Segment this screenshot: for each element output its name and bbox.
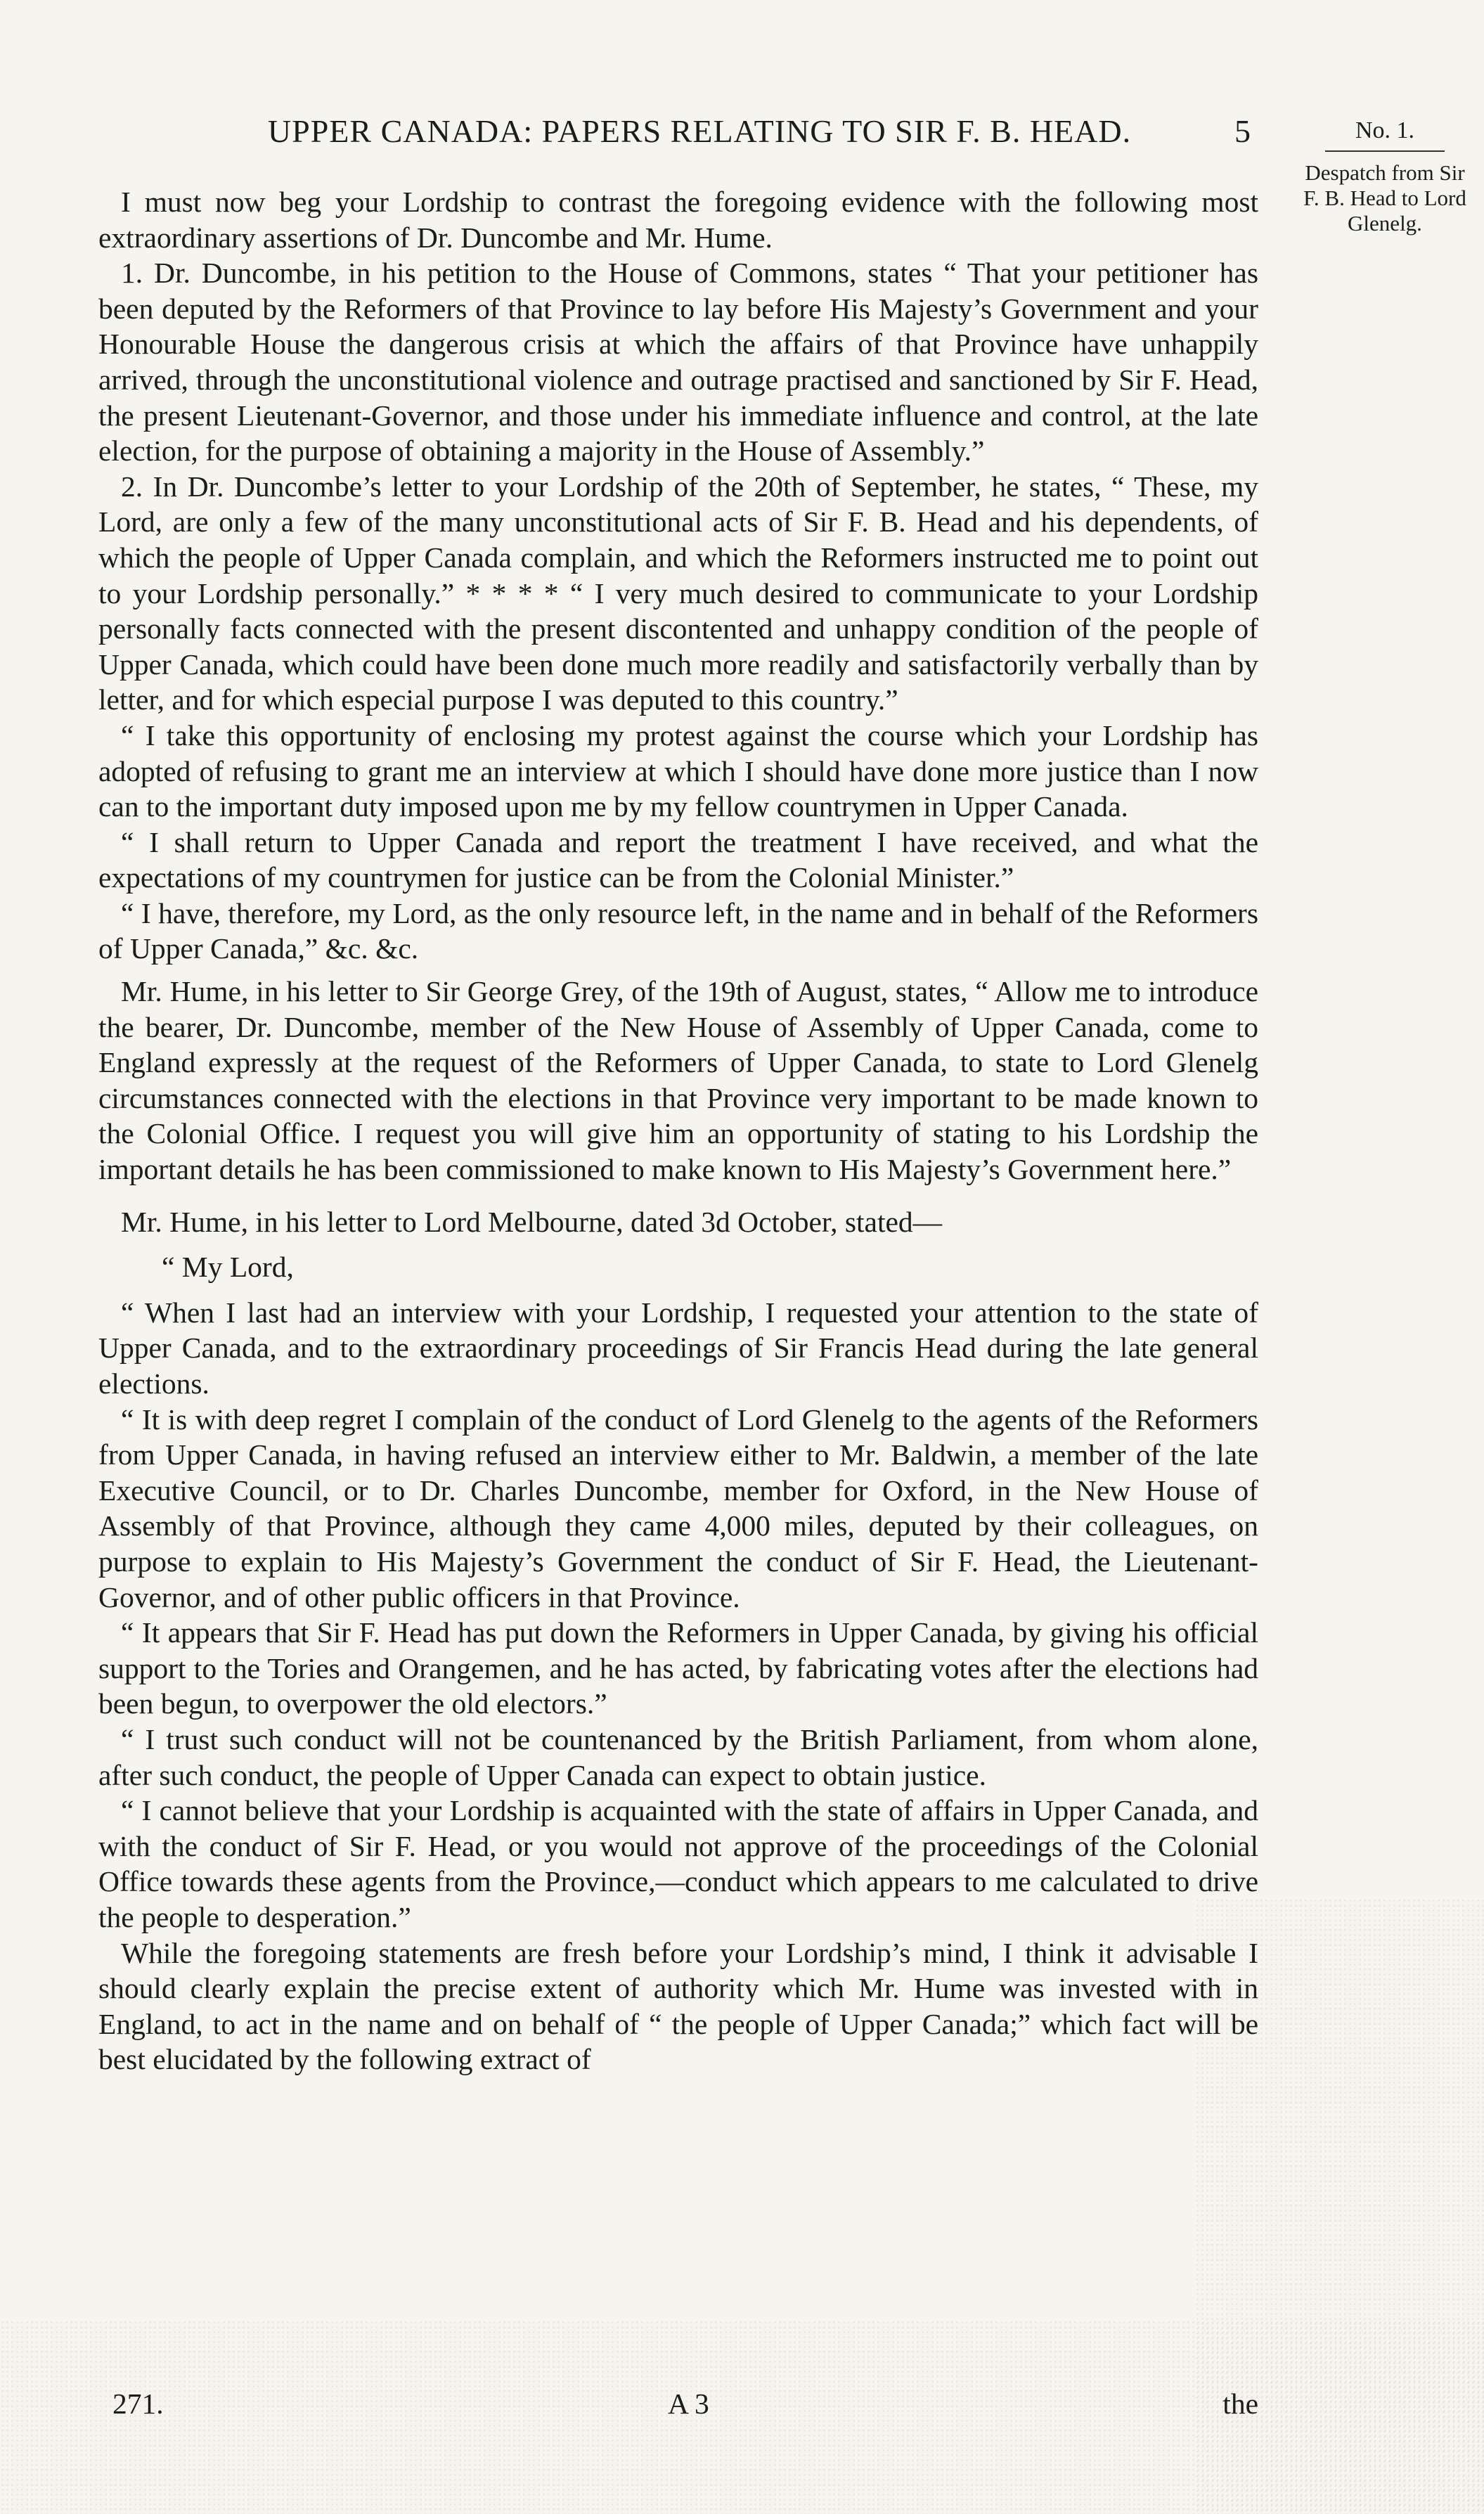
paragraph: Mr. Hume, in his letter to Sir George Grey, of the 19th of August, states, “ Allow me to introduce the bearer, Dr. Duncombe, member of the New House of Assembly of Upper Canada, come to England expressly at the request of the Reformers of Upper Canada, to state to Lord Glenelg circumstances connected with the elections in that Province very important to be made known to the Colonial Office. I request you will give him an opportunity of stating to his Lordship the important details he has been commissioned to make known to His Majesty’s Government here.” (98, 975, 1258, 1186)
paragraph: “ I take this opportunity of enclosing my protest against the course which your Lordship has adopted of refusing to grant me an interview at which I should have done more justice than I now can to the important duty imposed upon me by my fellow countrymen in Upper Canada. (98, 718, 1258, 823)
body-text (98, 184, 1258, 2077)
margin-note-text: Despatch from Sir F. B. Head to Lord Glenelg. (1303, 160, 1466, 236)
paragraph: “ When I last had an interview with your Lordship, I requested your attention to the state of Upper Canada, and to the extraordinary proceedings of Sir Francis Head during the late general elections. (98, 1296, 1258, 1400)
paragraph: “ It is with deep regret I complain of the conduct of Lord Glenelg to the agents of the Reformers from Upper Canada, in having refused an interview either to Mr. Baldwin, a member of the late Executive Council, or to Dr. Charles Duncombe, member for Oxford, in the New House of Assembly of that Province, although they came 4,000 miles, deputed by their colleagues, on purpose to explain to His Majesty’s Government the conduct of Sir F. Head, the Lieutenant-Governor, and of other public officers in that Province. (98, 1403, 1258, 1613)
sheet-number: 271. (112, 2387, 164, 2420)
running-header (141, 112, 1258, 150)
signature-mark: A 3 (668, 2387, 709, 2420)
page-number: 5 (1234, 113, 1251, 149)
catchword: the (1222, 2387, 1258, 2420)
margin-note-number: No. 1. (1325, 118, 1445, 152)
paragraph: “ I shall return to Upper Canada and report the treatment I have received, and what the expectations of my countrymen for justice can be from the Colonial Minister.” (98, 825, 1258, 894)
margin-note (1297, 118, 1473, 236)
paragraph: 2. In Dr. Duncombe’s letter to your Lordship of the 20th of September, he states, “ These, my Lord, are only a few of the many unconstitutional acts of Sir F. B. Head and his dependents, of which the people of Upper Canada complain, and which the Reformers instructed me to point out to your Lordship personally.” * * * * “ I very much desired to communicate to your Lordship personally facts connected with the present discontented and unhappy condition of the people of Upper Canada, which could have been done much more readily and satisfactorily verbally than by letter, and for which especial purpose I was deputed to this country.” (98, 470, 1258, 716)
paragraph: While the foregoing statements are fresh before your Lordship’s mind, I think it advisable I should clearly explain the precise extent of authority which Mr. Hume was invested with in England, to act in the name and on behalf of “ the people of Upper Canada;” which fact will be best elucidated by the following extract of (98, 1936, 1258, 2076)
salutation: “ My Lord, (162, 1251, 294, 1284)
paragraph: “ I cannot believe that your Lordship is acquainted with the state of affairs in Upper Canada, and with the conduct of Sir F. Head, or you would not approve of the proceedings of the Colonial Office towards these agents from the Province,—conduct which appears to me calculated to drive the people to desperation.” (98, 1794, 1258, 1933)
paragraph: “ It appears that Sir F. Head has put down the Reformers in Upper Canada, by giving his official support to the Tories and Orangemen, and he has acted, by fabricating votes after the elections had been begun, to overpower the old electors.” (98, 1616, 1258, 1720)
paragraph: 1. Dr. Duncombe, in his petition to the House of Commons, states “ That your petitioner has been deputed by the Reformers of that Province to lay before His Majesty’s Government and your Honourable House the dangerous crisis at which the affairs of that Province have unhappily arrived, through the unconstitutional violence and outrage practised and sanctioned by Sir F. Head, the present Lieutenant-Governor, and those under his immediate influence and control, at the late election, for the purpose of obtaining a majority in the House of Assembly.” (98, 257, 1258, 468)
paragraph: I must now beg your Lordship to contrast the foregoing evidence with the following most extraordinary assertions of Dr. Duncombe and Mr. Hume. (98, 186, 1258, 254)
paragraph: Mr. Hume, in his letter to Lord Melbourne, dated 3d October, stated— (121, 1205, 943, 1238)
running-title: UPPER CANADA: PAPERS RELATING TO SIR F. B. HEAD. (267, 113, 1132, 149)
page-footer (98, 2387, 1258, 2429)
paragraph: “ I have, therefore, my Lord, as the only resource left, in the name and in behalf of the Reformers of Upper Canada,” &c. &c. (98, 896, 1258, 965)
paragraph: “ I trust such conduct will not be countenanced by the British Parliament, from whom alone, after such conduct, the people of Upper Canada can expect to obtain justice. (98, 1722, 1258, 1791)
